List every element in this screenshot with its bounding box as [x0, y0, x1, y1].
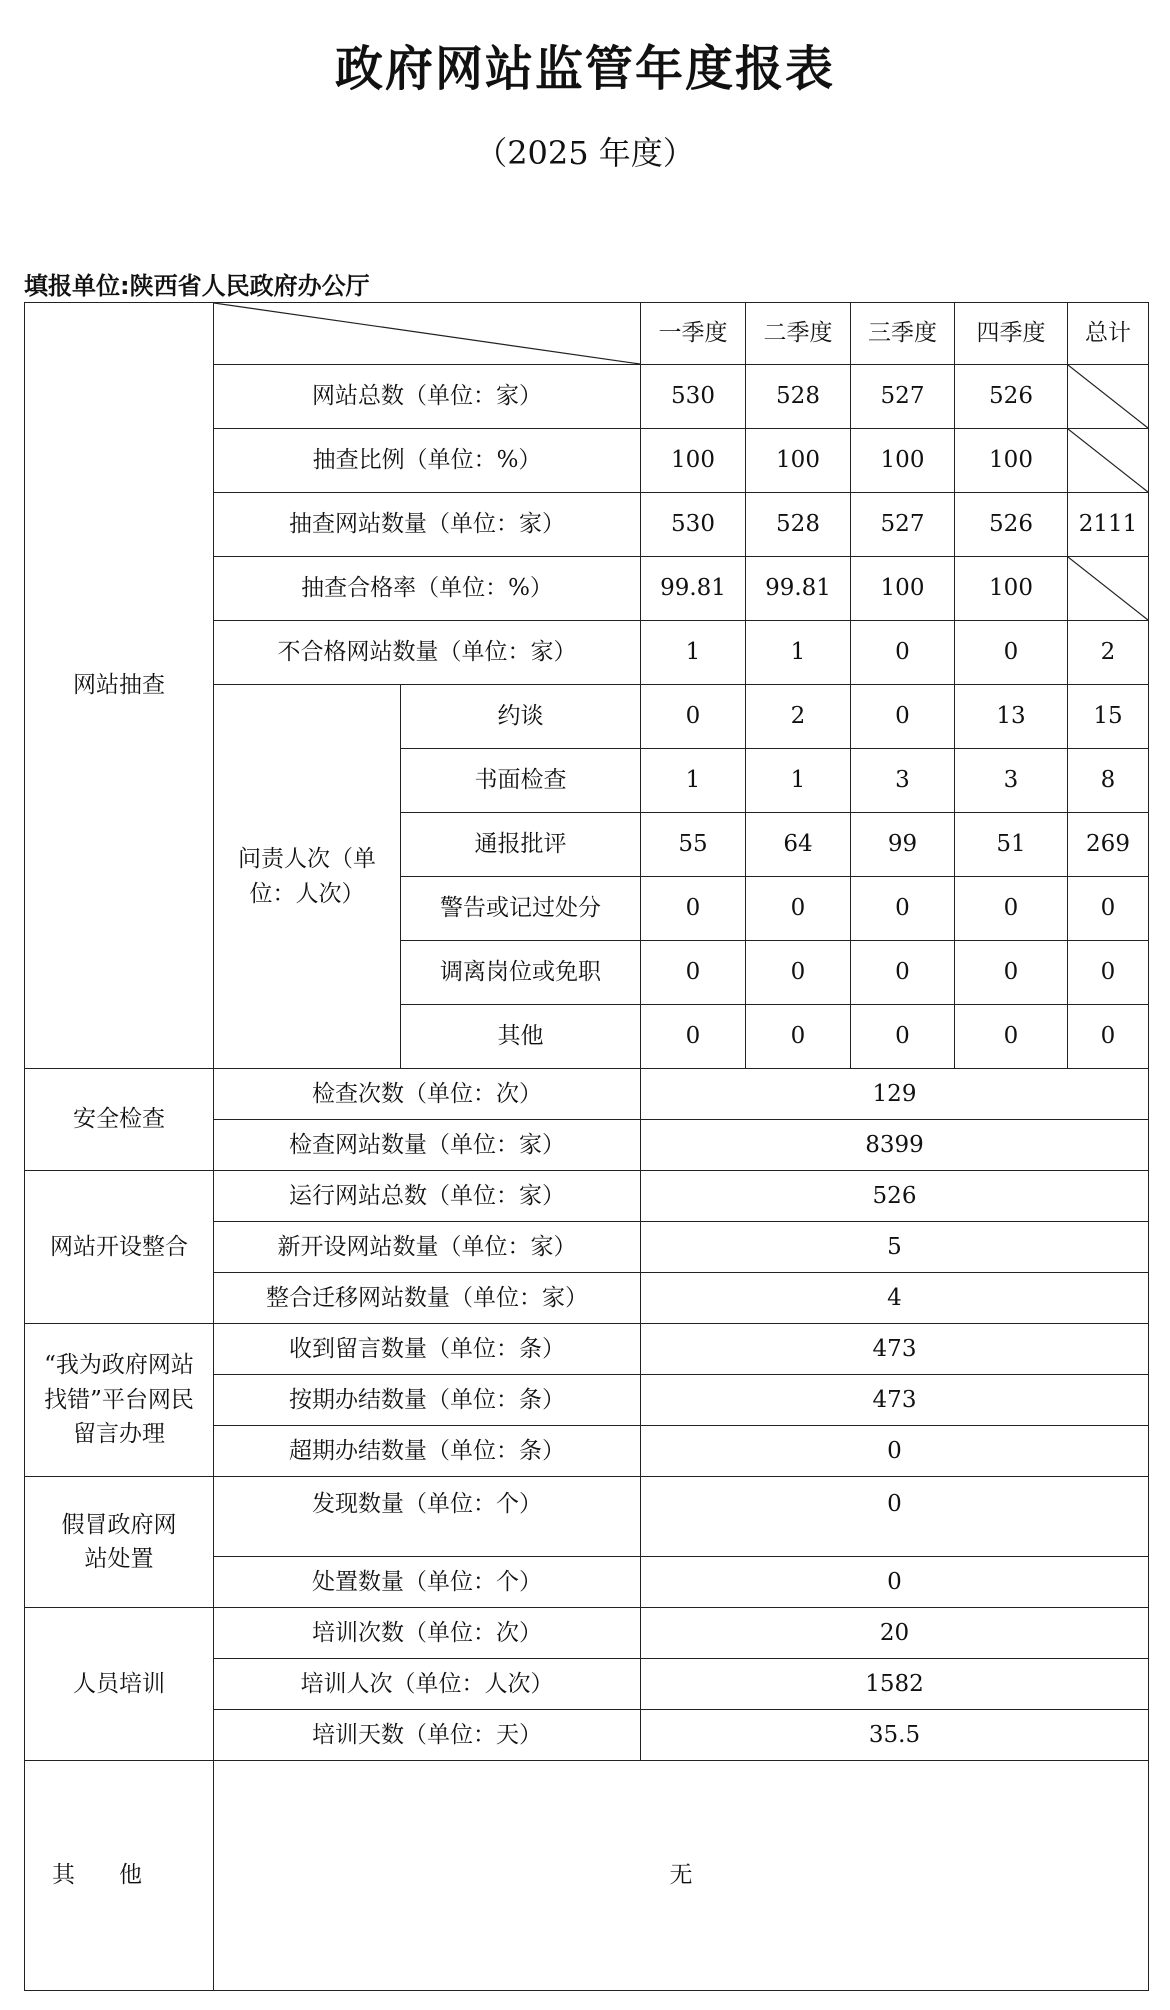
cell-other-value: 无: [214, 1761, 1149, 1991]
cell-value: 4: [641, 1273, 1149, 1324]
table-row: [25, 1761, 1149, 1991]
cell-q1: 530: [641, 365, 746, 429]
section-label-consolidation: 网站开设整合: [25, 1171, 214, 1324]
cell-q2: 1: [746, 749, 851, 813]
cell-total: 269: [1068, 813, 1149, 877]
cell-q4: 13: [955, 685, 1068, 749]
cell-q1: 1: [641, 621, 746, 685]
total-empty-diagonal: [1068, 365, 1149, 429]
cell-value: 20: [641, 1608, 1149, 1659]
cell-q3: 0: [851, 1005, 955, 1069]
cell-total: 15: [1068, 685, 1149, 749]
row-label: 抽查合格率（单位：%）: [214, 557, 641, 621]
cell-q2: 100: [746, 429, 851, 493]
row-label: 网站总数（单位：家）: [214, 365, 641, 429]
cell-total: 2: [1068, 621, 1149, 685]
cell-q4: 0: [955, 877, 1068, 941]
cell-q2: 1: [746, 621, 851, 685]
row-label: 通报批评: [401, 813, 641, 877]
row-label: 书面检查: [401, 749, 641, 813]
section-label-security: 安全检查: [25, 1069, 214, 1171]
header-total: 总计: [1068, 303, 1149, 365]
header-corner-diagonal: [214, 303, 641, 365]
cell-q1: 55: [641, 813, 746, 877]
row-label: 运行网站总数（单位：家）: [214, 1171, 641, 1222]
cell-q3: 527: [851, 365, 955, 429]
cell-value: 5: [641, 1222, 1149, 1273]
cell-value: 1582: [641, 1659, 1149, 1710]
section-label-counterfeit: 假冒政府网站处置: [25, 1477, 214, 1608]
row-label: 处置数量（单位：个）: [214, 1557, 641, 1608]
cell-q1: 0: [641, 941, 746, 1005]
row-label: 发现数量（单位：个）: [214, 1477, 641, 1557]
row-label: 抽查比例（单位：%）: [214, 429, 641, 493]
section-label-spot-check: 网站抽查: [25, 303, 214, 1069]
cell-q4: 526: [955, 365, 1068, 429]
row-label: 检查次数（单位：次）: [214, 1069, 641, 1120]
cell-value: 0: [641, 1477, 1149, 1557]
row-label: 不合格网站数量（单位：家）: [214, 621, 641, 685]
cell-q2: 0: [746, 1005, 851, 1069]
section-label-other: 其他: [25, 1761, 214, 1991]
table-row: [25, 1069, 1149, 1120]
cell-q2: 99.81: [746, 557, 851, 621]
row-label: 警告或记过处分: [401, 877, 641, 941]
cell-q4: 0: [955, 1005, 1068, 1069]
cell-q4: 51: [955, 813, 1068, 877]
cell-value: 129: [641, 1069, 1149, 1120]
section-label-messages: “我为政府网站找错”平台网民留言办理: [25, 1324, 214, 1477]
total-empty-diagonal: [1068, 557, 1149, 621]
header-q4: 四季度: [955, 303, 1068, 365]
cell-value: 35.5: [641, 1710, 1149, 1761]
row-label: 约谈: [401, 685, 641, 749]
report-table: [24, 302, 1149, 1991]
row-label: 培训人次（单位：人次）: [214, 1659, 641, 1710]
filing-unit: 填报单位:陕西省人民政府办公厅: [24, 272, 370, 300]
cell-q3: 99: [851, 813, 955, 877]
report-title: 政府网站监管年度报表: [334, 41, 835, 97]
header-q3: 三季度: [851, 303, 955, 365]
report-year: （2025 年度）: [475, 134, 695, 172]
row-label: 新开设网站数量（单位：家）: [214, 1222, 641, 1273]
cell-q2: 2: [746, 685, 851, 749]
cell-total: 2111: [1068, 493, 1149, 557]
cell-q2: 0: [746, 941, 851, 1005]
row-label: 检查网站数量（单位：家）: [214, 1120, 641, 1171]
header-q2: 二季度: [746, 303, 851, 365]
row-label: 其他: [401, 1005, 641, 1069]
cell-q3: 100: [851, 557, 955, 621]
cell-q3: 527: [851, 493, 955, 557]
table-row: [25, 1608, 1149, 1659]
cell-value: 473: [641, 1324, 1149, 1375]
cell-q1: 530: [641, 493, 746, 557]
row-label: 培训次数（单位：次）: [214, 1608, 641, 1659]
cell-total: 8: [1068, 749, 1149, 813]
accountability-label: 问责人次（单位：人次）: [214, 685, 401, 1069]
cell-q3: 0: [851, 877, 955, 941]
cell-value: 0: [641, 1426, 1149, 1477]
row-label: 收到留言数量（单位：条）: [214, 1324, 641, 1375]
cell-q1: 0: [641, 877, 746, 941]
cell-q4: 100: [955, 429, 1068, 493]
cell-q4: 526: [955, 493, 1068, 557]
header-row: [25, 303, 1149, 365]
table-row: [25, 1477, 1149, 1557]
table-row: [25, 1171, 1149, 1222]
cell-q1: 99.81: [641, 557, 746, 621]
cell-q4: 0: [955, 621, 1068, 685]
cell-q2: 528: [746, 365, 851, 429]
cell-q1: 100: [641, 429, 746, 493]
cell-q1: 0: [641, 685, 746, 749]
section-label-training: 人员培训: [25, 1608, 214, 1761]
cell-q2: 528: [746, 493, 851, 557]
cell-q1: 0: [641, 1005, 746, 1069]
cell-total: 0: [1068, 877, 1149, 941]
total-empty-diagonal: [1068, 429, 1149, 493]
cell-q3: 0: [851, 941, 955, 1005]
cell-q2: 64: [746, 813, 851, 877]
cell-q3: 0: [851, 685, 955, 749]
cell-q3: 0: [851, 621, 955, 685]
row-label: 超期办结数量（单位：条）: [214, 1426, 641, 1477]
cell-total: 0: [1068, 1005, 1149, 1069]
cell-q3: 3: [851, 749, 955, 813]
cell-total: 0: [1068, 941, 1149, 1005]
cell-q1: 1: [641, 749, 746, 813]
row-label: 培训天数（单位：天）: [214, 1710, 641, 1761]
cell-q2: 0: [746, 877, 851, 941]
cell-q3: 100: [851, 429, 955, 493]
row-label: 抽查网站数量（单位：家）: [214, 493, 641, 557]
cell-q4: 3: [955, 749, 1068, 813]
cell-value: 8399: [641, 1120, 1149, 1171]
cell-q4: 0: [955, 941, 1068, 1005]
row-label: 按期办结数量（单位：条）: [214, 1375, 641, 1426]
cell-value: 473: [641, 1375, 1149, 1426]
cell-value: 526: [641, 1171, 1149, 1222]
table-row: [25, 1324, 1149, 1375]
header-q1: 一季度: [641, 303, 746, 365]
cell-q4: 100: [955, 557, 1068, 621]
row-label: 调离岗位或免职: [401, 941, 641, 1005]
cell-value: 0: [641, 1557, 1149, 1608]
row-label: 整合迁移网站数量（单位：家）: [214, 1273, 641, 1324]
